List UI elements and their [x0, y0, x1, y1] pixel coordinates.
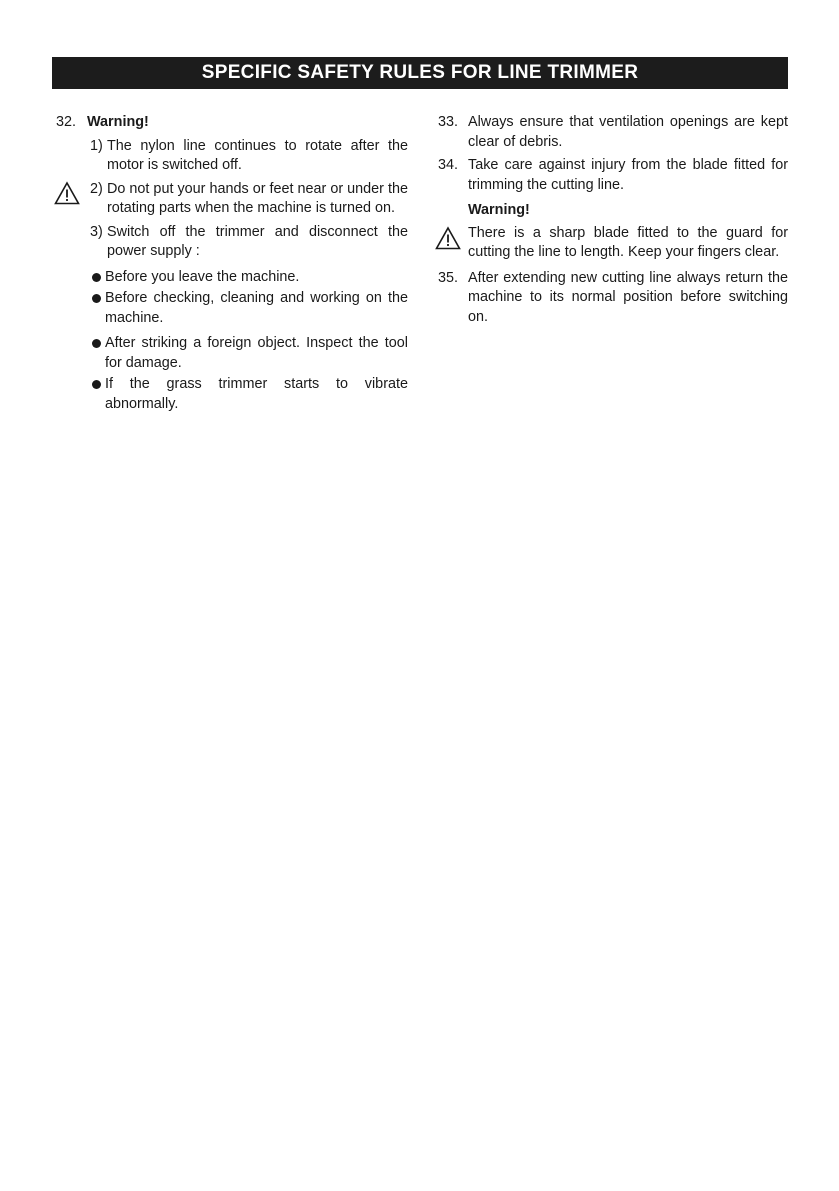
bullet-item: [56, 289, 408, 328]
sub-number: 2): [90, 180, 103, 197]
rule-text: Take care against injury from the blade fitted for trimming the cutting line.: [468, 157, 788, 193]
sub-number: 1): [90, 137, 103, 154]
bullet-text: After striking a foreign object. Inspect the tool for damage.: [105, 335, 408, 371]
section-title: SPECIFIC SAFETY RULES FOR LINE TRIMMER: [201, 62, 639, 83]
sub-text: The nylon line continues to rotate after the motor is switched off.: [107, 137, 408, 173]
rule-number: 33.: [438, 114, 459, 130]
sub-item-2: [56, 180, 408, 219]
rule-32: [56, 113, 408, 133]
sub-text: Switch off the trimmer and disconnect the power supply :: [107, 223, 408, 259]
rule-33: [438, 113, 788, 152]
warning-triangle-icon: [54, 181, 80, 205]
bullet-icon: [92, 339, 101, 348]
bullet-text: Before you leave the machine.: [105, 268, 300, 285]
sub-text: Do not put your hands or feet near or under the rotating parts when the machine is turned on.: [107, 180, 408, 216]
bullet-icon: [92, 273, 101, 282]
sub-item-1: [56, 137, 408, 176]
left-column: [56, 113, 408, 414]
rule-number: 34.: [438, 157, 459, 173]
rule-title: Warning!: [87, 114, 149, 130]
rule-text: After extending new cutting line always return the machine to its normal position before switching on.: [468, 269, 788, 325]
bullet-list: [56, 268, 408, 415]
bullet-icon: [92, 294, 101, 303]
rule-text: Always ensure that ventilation openings are kept clear of debris.: [468, 114, 788, 150]
section-header: [52, 57, 788, 89]
right-column: [438, 113, 788, 331]
bullet-text: Before checking, cleaning and working on the machine.: [105, 290, 408, 326]
sub-number: 3): [90, 223, 103, 240]
sub-item-3: [56, 223, 408, 262]
bullet-item: [56, 375, 408, 414]
rule-35: [438, 269, 788, 328]
bullet-item: [56, 334, 408, 373]
warning-title: Warning!: [468, 202, 530, 218]
blade-warning: [438, 201, 788, 263]
bullet-text: If the grass trimmer starts to vibrate abnormally.: [105, 376, 408, 412]
warning-triangle-icon: [435, 226, 461, 250]
warning-text: There is a sharp blade fitted to the guard for cutting the line to length. Keep your fingers clear.: [468, 224, 788, 260]
bullet-item: [56, 268, 408, 288]
rule-34: [438, 156, 788, 195]
rule-number: 32.: [56, 114, 77, 130]
bullet-icon: [92, 380, 101, 389]
rule-number: 35.: [438, 269, 459, 286]
